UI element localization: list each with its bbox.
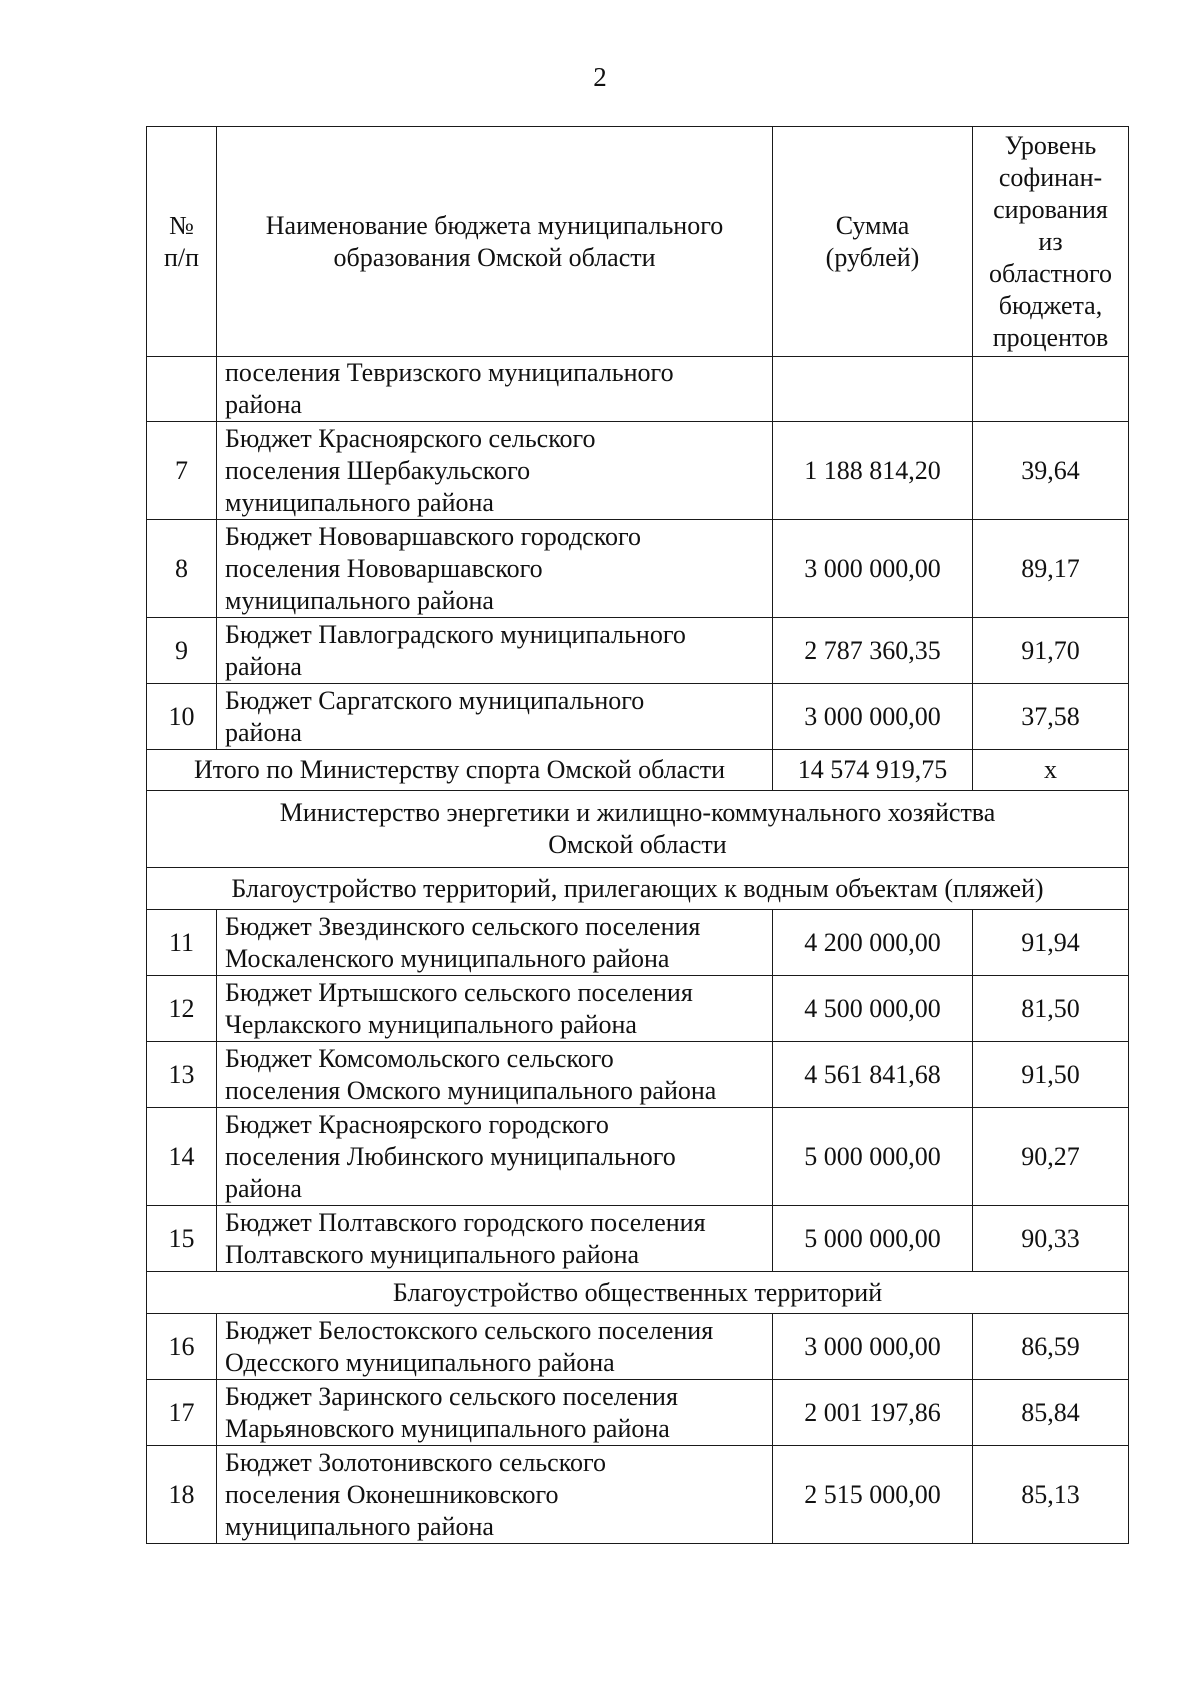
table-row <box>147 1206 1129 1272</box>
total-sum: 14 574 919,75 <box>773 750 973 791</box>
row-budget-name: Бюджет Нововаршавского городского поселения Нововаршавского муниципального района <box>217 520 773 618</box>
row-level: 39,64 <box>973 422 1129 520</box>
row-level: 90,27 <box>973 1108 1129 1206</box>
row-sum: 3 000 000,00 <box>773 520 973 618</box>
row-sum: 3 000 000,00 <box>773 1314 973 1380</box>
table-row <box>147 684 1129 750</box>
page-number: 2 <box>593 62 607 92</box>
total-row <box>147 750 1129 791</box>
row-level: 91,94 <box>973 910 1129 976</box>
table-row <box>147 1380 1129 1446</box>
row-sum: 4 500 000,00 <box>773 976 973 1042</box>
row-number: 10 <box>147 684 217 750</box>
row-number: 16 <box>147 1314 217 1380</box>
row-sum: 3 000 000,00 <box>773 684 973 750</box>
row-level: 37,58 <box>973 684 1129 750</box>
row-level: 91,70 <box>973 618 1129 684</box>
row-number: 12 <box>147 976 217 1042</box>
row-number: 7 <box>147 422 217 520</box>
table-row <box>147 910 1129 976</box>
row-level: 81,50 <box>973 976 1129 1042</box>
table-header-row <box>147 127 1129 357</box>
row-sum: 4 561 841,68 <box>773 1042 973 1108</box>
row-number: 8 <box>147 520 217 618</box>
row-number: 9 <box>147 618 217 684</box>
header-number: № п/п <box>147 127 217 357</box>
row-number: 15 <box>147 1206 217 1272</box>
header-cofinancing-level: Уровень софинан- сирования из областного бюджета, процентов <box>973 127 1129 357</box>
row-number: 13 <box>147 1042 217 1108</box>
table-row <box>147 1108 1129 1206</box>
row-budget-name: Бюджет Заринского сельского поселения Марьяновского муниципального района <box>217 1380 773 1446</box>
budget-table <box>146 126 1129 1544</box>
ministry-heading-row <box>147 791 1129 868</box>
table-row <box>147 1042 1129 1108</box>
row-number: 17 <box>147 1380 217 1446</box>
row-budget-name: поселения Тевризского муниципального района <box>217 357 773 422</box>
row-level: 91,50 <box>973 1042 1129 1108</box>
row-level: 85,13 <box>973 1446 1129 1544</box>
row-level: 86,59 <box>973 1314 1129 1380</box>
row-budget-name: Бюджет Золотонивского сельского поселения Оконешниковского муниципального района <box>217 1446 773 1544</box>
row-level: 89,17 <box>973 520 1129 618</box>
header-sum: Сумма (рублей) <box>773 127 973 357</box>
header-budget-name: Наименование бюджета муниципального образования Омской области <box>217 127 773 357</box>
row-sum: 5 000 000,00 <box>773 1108 973 1206</box>
section-heading-beaches: Благоустройство территорий, прилегающих к водным объектам (пляжей) <box>147 868 1129 910</box>
table-row-continuation <box>147 357 1129 422</box>
row-sum-empty <box>773 357 973 422</box>
row-number-empty <box>147 357 217 422</box>
row-sum: 1 188 814,20 <box>773 422 973 520</box>
row-budget-name: Бюджет Полтавского городского поселения Полтавского муниципального района <box>217 1206 773 1272</box>
row-sum: 2 787 360,35 <box>773 618 973 684</box>
total-label: Итого по Министерству спорта Омской области <box>147 750 773 791</box>
row-number: 14 <box>147 1108 217 1206</box>
row-budget-name: Бюджет Красноярского сельского поселения Шербакульского муниципального района <box>217 422 773 520</box>
ministry-heading: Министерство энергетики и жилищно-коммунального хозяйства Омской области <box>147 791 1129 868</box>
row-level-empty <box>973 357 1129 422</box>
row-budget-name: Бюджет Звездинского сельского поселения Москаленского муниципального района <box>217 910 773 976</box>
row-level: 90,33 <box>973 1206 1129 1272</box>
row-sum: 5 000 000,00 <box>773 1206 973 1272</box>
row-budget-name: Бюджет Комсомольского сельского поселения Омского муниципального района <box>217 1042 773 1108</box>
row-budget-name: Бюджет Саргатского муниципального района <box>217 684 773 750</box>
section-heading-public: Благоустройство общественных территорий <box>147 1272 1129 1314</box>
table-row <box>147 520 1129 618</box>
row-budget-name: Бюджет Белостокского сельского поселения Одесского муниципального района <box>217 1314 773 1380</box>
row-sum: 4 200 000,00 <box>773 910 973 976</box>
row-level: 85,84 <box>973 1380 1129 1446</box>
total-level: x <box>973 750 1129 791</box>
section-heading-row <box>147 868 1129 910</box>
row-sum: 2 515 000,00 <box>773 1446 973 1544</box>
table-row <box>147 1314 1129 1380</box>
row-budget-name: Бюджет Павлоградского муниципального района <box>217 618 773 684</box>
row-budget-name: Бюджет Красноярского городского поселения Любинского муниципального района <box>217 1108 773 1206</box>
table-row <box>147 422 1129 520</box>
table-row <box>147 618 1129 684</box>
row-sum: 2 001 197,86 <box>773 1380 973 1446</box>
row-budget-name: Бюджет Иртышского сельского поселения Черлакского муниципального района <box>217 976 773 1042</box>
table-row <box>147 1446 1129 1544</box>
row-number: 11 <box>147 910 217 976</box>
row-number: 18 <box>147 1446 217 1544</box>
table-row <box>147 976 1129 1042</box>
section-heading-row <box>147 1272 1129 1314</box>
